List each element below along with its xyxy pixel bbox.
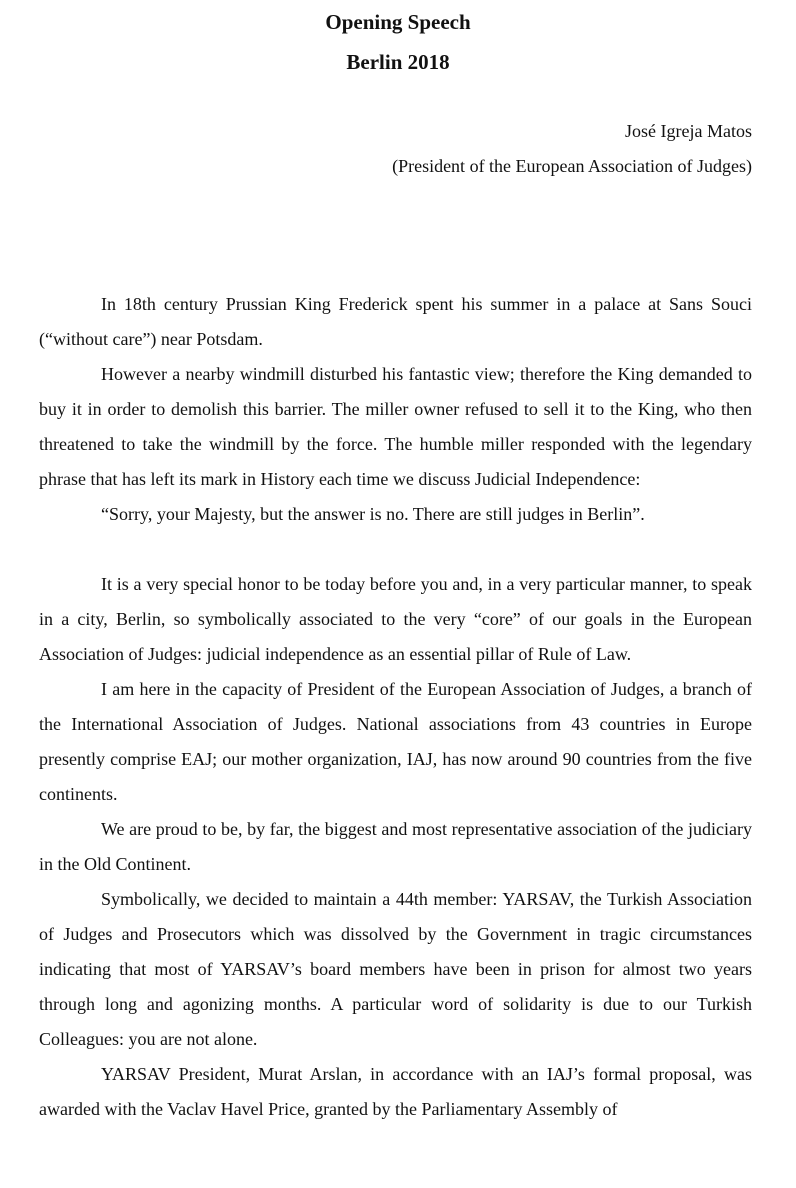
document-title: Opening Speech: [325, 10, 471, 34]
paragraph-gap: [39, 532, 752, 567]
author-block: [392, 114, 752, 184]
paragraph-proud: We are proud to be, by far, the biggest and most representative association of the judiciary in the Old Continent.: [39, 819, 752, 874]
paragraph-windmill: However a nearby windmill disturbed his fantastic view; therefore the King demanded to buy it in order to demolish this barrier. The miller owner refused to sell it to the King, who then threatened to take the windmill by the force. The humble miller responded with the legendary phrase that has left its mark in History each time we discuss Judicial Independence:: [39, 364, 752, 489]
author-role: (President of the European Association of Judges): [392, 156, 752, 176]
paragraph-arslan: YARSAV President, Murat Arslan, in accordance with an IAJ’s formal proposal, was awarded with the Vaclav Havel Price, granted by the Parliamentary Assembly of: [39, 1064, 752, 1119]
paragraph-president: I am here in the capacity of President of the European Association of Judges, a branch of the International Association of Judges. National associations from 43 countries in Europe presently comprise EAJ; our mother organization, IAJ, has now around 90 countries from the five continents.: [39, 679, 752, 804]
paragraph-quote: “Sorry, your Majesty, but the answer is no. There are still judges in Berlin”.: [101, 504, 645, 524]
document-subtitle: Berlin 2018: [346, 50, 450, 74]
author-name: José Igreja Matos: [625, 121, 752, 141]
paragraph-honor: It is a very special honor to be today before you and, in a very particular manner, to speak in a city, Berlin, so symbolically associated to the very “core” of our goals in the European Association of Judges: judicial independence as an essential pillar of Rule of Law.: [39, 574, 752, 664]
speech-body: [39, 287, 752, 1127]
paragraph-yarsav: Symbolically, we decided to maintain a 44th member: YARSAV, the Turkish Association of Judges and Prosecutors which was dissolved by the Government in tragic circumstances indicating that most of YARSAV’s board members have been in prison for almost two years through long and agonizing months. A particular word of solidarity is due to our Turkish Colleagues: you are not alone.: [39, 889, 752, 1049]
title-block: [0, 2, 796, 82]
paragraph-sans-souci: In 18th century Prussian King Frederick spent his summer in a palace at Sans Souci (“without care”) near Potsdam.: [39, 294, 752, 349]
